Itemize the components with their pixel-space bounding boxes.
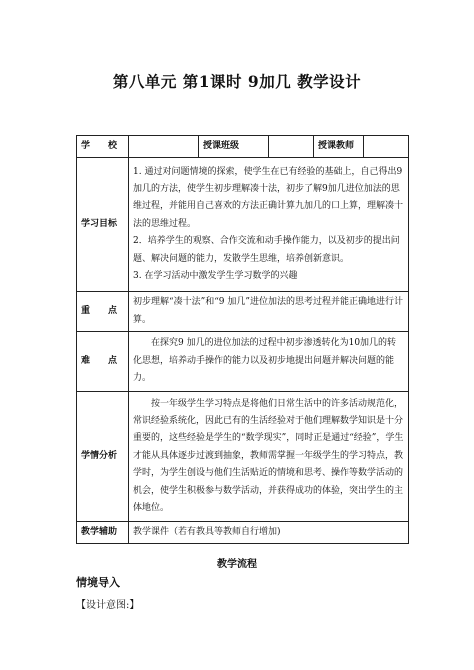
- analysis-row: [77, 392, 409, 522]
- analysis-label: 学情分析: [77, 392, 129, 522]
- flow-title: 教学流程: [217, 559, 257, 570]
- analysis-content: [129, 392, 409, 522]
- teacher-value: [364, 136, 409, 158]
- school-value: [129, 136, 199, 158]
- header-row: [77, 136, 409, 158]
- key-point-label: 重 点: [77, 292, 129, 332]
- aids-text: 教学课件（若有教具等教师自行增加): [129, 522, 409, 544]
- class-value: [269, 136, 314, 158]
- difficulty-row: [77, 332, 409, 392]
- goal-item-1: 1. 通过对问题情境的探索，使学生在已有经验的基础上，自己得出9加几的方法，使学生初步理解凑十法，初步了解9加几进位加法的思维过程，并能用自己喜欢的方法正确计算九加几的口上算，理解凑十法的思维过程。: [133, 166, 404, 229]
- difficulty-text: 在探究9 加几的进位加法的过程中初步渗透转化为10加几的转化思想，培养动手操作的能力以及初步地提出问题并解决问题的能力。: [133, 338, 397, 384]
- class-label: 授课班级: [199, 136, 269, 158]
- goals-row: [77, 158, 409, 292]
- aids-row: [77, 522, 409, 544]
- key-point-text: 初步理解“凑十法”和“9 加几”进位加法的思考过程并能正确地进行计算。: [129, 292, 409, 332]
- aids-label: 教学辅助: [77, 522, 129, 544]
- difficulty-content: [129, 332, 409, 392]
- goal-item-3: 3. 在学习活动中激发学生学习数学的兴趣: [133, 271, 298, 282]
- teacher-label: 授课教师: [314, 136, 364, 158]
- goal-item-2: 2．培养学生的观察、合作交流和动手操作能力，以及初步的提出问题、解决问题的能力，发散学生思维，培养创新意识。: [133, 236, 400, 264]
- analysis-text: 按一年级学生学习特点是将他们日常生活中的许多活动规范化，常识经验系统化，因此已有的生活经验对于他们理解数学知识是十分重要的，这些经验是学生的“数学现实”，同时正是通过“经验”，学生才能从具体逐步过渡到抽象，教师需掌握一年级学生的学习特点，教学时，为学生创设与他们生活贴近的情境和思考、操作等数学活动的机会，使学生积极参与数学活动，并获得成功的体验，突出学生的主体地位。: [133, 398, 404, 514]
- goals-content: [129, 158, 409, 292]
- page-title: 第八单元 第1课时 9加几 教学设计: [112, 72, 362, 91]
- section-title: 情境导入: [76, 576, 120, 589]
- difficulty-label: 难 点: [77, 332, 129, 392]
- school-label: 学 校: [77, 136, 129, 158]
- key-point-row: [77, 292, 409, 332]
- design-note: 【设计意图:】: [76, 600, 140, 611]
- goals-label: 学习目标: [77, 158, 129, 292]
- lesson-plan-table: [76, 135, 409, 544]
